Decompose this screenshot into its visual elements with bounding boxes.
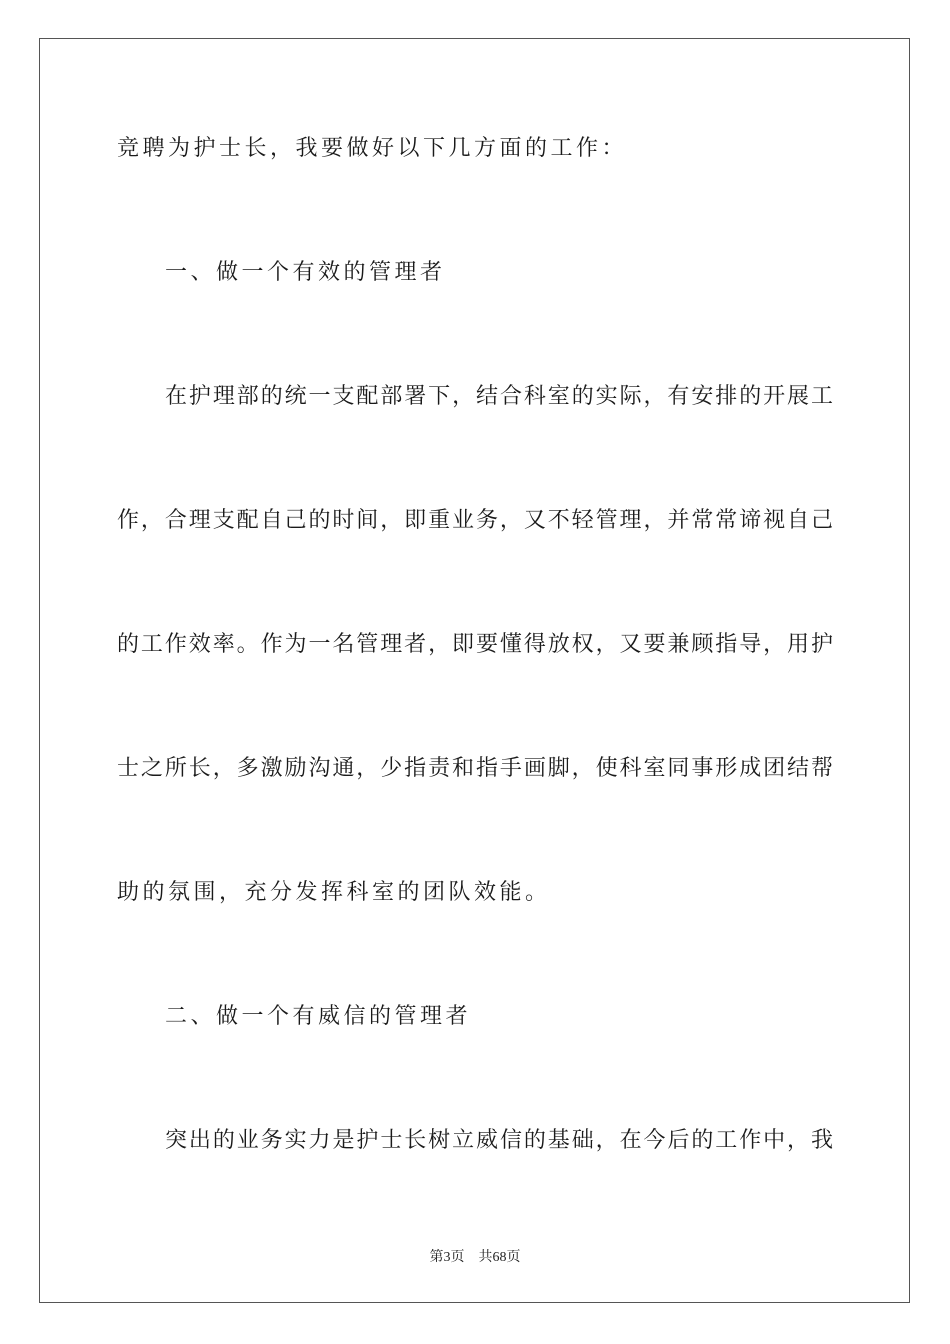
text-line-1: 竞聘为护士长，我要做好以下几方面的工作： [117, 136, 628, 161]
section-heading-2: 二、做一个有威信的管理者 [165, 1004, 472, 1029]
text-line-4: 作，合理支配自己的时间，即重业务，又不轻管理，并常常谛视自己 [117, 508, 833, 533]
page-border [39, 38, 910, 1303]
total-pages: 共68页 [478, 1250, 521, 1265]
text-line-5: 的工作效率。作为一名管理者，即要懂得放权，又要兼顾指导，用护 [117, 632, 833, 657]
page-number: 第3页 [429, 1250, 465, 1265]
text-line-6: 士之所长，多激励沟通，少指责和指手画脚，使科室同事形成团结帮 [117, 756, 833, 781]
text-line-9: 突出的业务实力是护士长树立威信的基础，在今后的工作中，我 [165, 1128, 833, 1153]
section-heading-1: 一、做一个有效的管理者 [165, 260, 446, 285]
page-footer [0, 1248, 950, 1268]
text-line-7: 助的氛围，充分发挥科室的团队效能。 [117, 880, 551, 905]
text-line-3: 在护理部的统一支配部署下，结合科室的实际，有安排的开展工 [165, 384, 833, 409]
